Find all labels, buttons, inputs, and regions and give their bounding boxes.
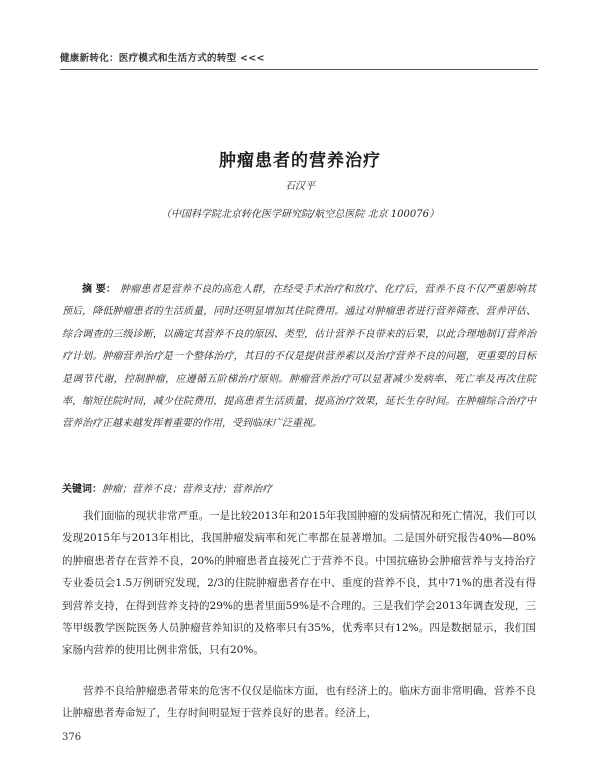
keywords-text: 肿瘤；营养不良；营养支持；营养治疗 <box>102 484 272 495</box>
abstract-label: 摘 要： <box>82 284 117 295</box>
body-paragraph-1: 我们面临的现状非常严重。一是比较2013年和2015年我国肿瘤的发病情况和死亡情况，我们可以发现2015年与2013年相比，我国肿瘤发病率和死亡率都在显著增加。二是国外研究报告40%—80%的肿瘤患者存在营养不良，20%的肿瘤患者直接死亡于营养不良。中国抗癌协会肿瘤营养与支持治疗专业委员会1.5万例研究发现，2/3的住院肿瘤患者存在中、重度的营养不良，其中71%的患者没有得到营养支持，在得到营养支持的29%的患者里面59%是不合理的。三是我们学会2013年调查发现，三等甲级教学医院医务人员肿瘤营养知识的及格率只有35%，优秀率只有12%。四是数据显示，我们国家肠内营养的使用比例非常低，只有20%。 <box>62 510 536 657</box>
keywords-label: 关键词： <box>62 484 102 495</box>
body-paragraph-2: 营养不良给肿瘤患者带来的危害不仅仅是临床方面，也有经济上的。临床方面非常明确，营养不良让肿瘤患者寿命短了，生存时间明显短于营养良好的患者。经济上， <box>62 685 536 720</box>
abstract <box>62 279 536 436</box>
header-divider <box>60 69 538 70</box>
article-author: 石汉平 <box>285 181 315 192</box>
abstract-text: 肿瘤患者是营养不良的高危人群，在经受手术治疗和放疗、化疗后，营养不良不仅严重影响其预后，降低肿瘤患者的生活质量，同时还明显增加其住院费用。通过对肿瘤患者进行营养筛查、营养评估、综合调查的三级诊断，以确定其营养不良的原因、类型，估计营养不良带来的后果，以此合理地制订营养治疗计划。肿瘤营养治疗是一个整体治疗，其目的不仅是提供营养素以及治疗营养不良的问题，更重要的目标是调节代谢，控制肿瘤，应遵循五阶梯治疗原则。肿瘤营养治疗可以显著减少发病率、死亡率及再次住院率，缩短住院时间，减少住院费用，提高患者生活质量，提高治疗效果，延长生存时间。在肿瘤综合治疗中营养治疗正越来越发挥着重要的作用，受到临床广泛重视。 <box>62 284 537 430</box>
author-affiliation: （中国科学院北京转化医学研究院/航空总医院 北京 100076） <box>161 209 439 220</box>
keywords <box>62 480 536 495</box>
page-number: 376 <box>62 732 82 743</box>
running-header: 健康新转化：医疗模式和生活方式的转型 <<< <box>60 53 265 64</box>
article-title: 肿瘤患者的营养治疗 <box>219 151 381 171</box>
